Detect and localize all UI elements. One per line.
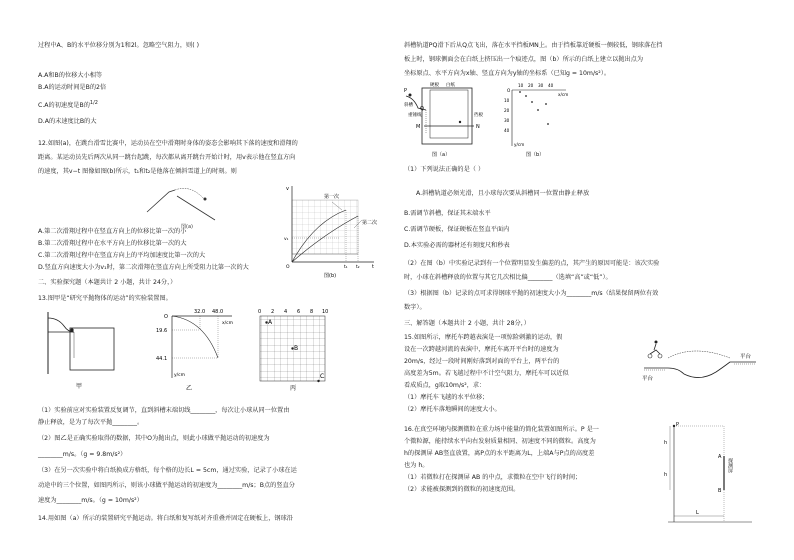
tick-t2: t₂ [356, 265, 360, 270]
q13-1-line-a: （1）实验前应对实验装置反复调节，直到斜槽末端切线________，每次让小球从同一位置由 [38, 407, 290, 414]
q16-line-3: h的探测屏 AB竖直放置，离P点的水平距离为L，上端A与P点的高度差 [404, 450, 595, 457]
point-a: A [268, 319, 273, 326]
platform-right-label: 平台 [740, 354, 752, 360]
point-c: C [320, 373, 325, 380]
q13-1-line-b: 静止释放，是为了每次平抛________。 [38, 419, 144, 426]
label-baizhi: 白纸 [446, 83, 455, 88]
point-q: Q [420, 106, 424, 112]
label-xiecao: 斜槽 [404, 103, 413, 108]
yi-x48: 48.0 [212, 309, 224, 315]
tick-10: 10 [322, 309, 329, 315]
point-m: M [416, 124, 421, 130]
tick-4: 4 [284, 309, 288, 315]
q13-stem: 13.图甲是“研究平抛物体的运动”的实验装置图。 [38, 295, 172, 302]
tick-t1: t₁ [344, 265, 348, 270]
yi-y441: 44.1 [156, 356, 168, 362]
q12-figure-b [284, 182, 382, 278]
q14-1-stem: （1）下列说法正确的是（ ） [404, 166, 485, 173]
axis-v: v [286, 186, 289, 192]
x-tick-20: 20 [528, 83, 534, 88]
q13-figure-yi [156, 306, 236, 392]
q16-line-1: 16.在真空环境内探测微粒在重力场中能量的简化装置如图所示。P 是一 [404, 426, 599, 433]
q14-figure-b [502, 80, 572, 162]
q11-option-a: A.A和B的位移大小相等 [38, 72, 103, 79]
detector-b: B [718, 488, 722, 494]
q15-line-4: 高度差为5m。若飞越过程中不计空气阻力，摩托车可以近似 [404, 370, 569, 377]
q12-option-d: D.竖直方向速度大小为v₁时，第二次滑翔在竖直方向上所受阻力比第一次的大 [38, 264, 249, 271]
tick-v1: v₁ [284, 237, 289, 242]
x-tick-10: 10 [518, 83, 524, 88]
q13-3-line-a: （3）在另一次实验中将白纸换成方格纸，每个格的边长L = 5cm，通过实验，记录了小球在运 [38, 467, 297, 474]
fraction-half: 1/2 [89, 100, 98, 106]
q13-3-line-c: 速度为________m/s。（g = 10m/s²） [38, 497, 143, 504]
x-tick-30: 30 [538, 83, 544, 88]
label-first: 第一次 [324, 194, 340, 200]
y-tick-10: 10 [504, 98, 510, 103]
x-tick-40: 40 [548, 83, 554, 88]
q16-sub-1: （1）若微粒打在探测屏 AB 的中点，求微粒在空中飞行的时间； [404, 474, 582, 481]
q14-line-2: 板上时，钢球侧面会在白纸上挤压出一个痕迹点，图（b）所示的白纸上建立以抛出点为 [404, 56, 644, 63]
q12-line-1: 12.如图(a)，在跳台滑雪比赛中，运动员在空中滑翔时身体的姿态会影响其下落的速度和滑翔的 [38, 140, 298, 147]
q15-line-5: 看成质点，g取10m/s²，求： [404, 382, 486, 389]
q16-sub-2: （2）求能被探测到的微粒的初速度范围。 [404, 486, 520, 493]
q15-line-1: 15.如图所示，摩托车跨越表演是一项惊险刺激的运动，假 [404, 334, 563, 341]
detector-h2: h [664, 472, 668, 478]
q12-option-c: C.第二次滑翔过程中在竖直方向上的平均加速度比第一次的大 [38, 252, 206, 259]
label-zhongchuixian: 重锤线 [408, 113, 422, 118]
tick-8: 8 [310, 309, 314, 315]
fig14-a-caption: 图（a） [432, 152, 451, 158]
y-axis-cm: y/cm [514, 142, 525, 147]
caption-yi: 乙 [186, 385, 193, 392]
yi-y196: 19.6 [156, 328, 168, 334]
caption-jia: 甲 [76, 383, 83, 390]
origin-o: O [286, 265, 290, 270]
q14-3-line-b: 数字）。 [404, 304, 426, 311]
q11-option-d: D.A的末速度比B的大 [38, 118, 97, 125]
q14-option-c: C.需调节硬板，保证硬板在竖直平面内 [404, 226, 510, 233]
q14-option-d: D.本实验必需的器材还有刻度尺和秒表 [404, 242, 510, 249]
section-2-heading: 二、实验探究题（本题共计 2 小题，共计 24分，） [38, 279, 177, 286]
y-tick-40: 40 [504, 128, 510, 133]
tick-2: 2 [271, 309, 275, 315]
q12-option-b: B.第二次滑翔过程中在水平方向上的位移比第一次的大 [38, 240, 187, 247]
q15-sub-1: （1）摩托车飞越的水平位移； [404, 394, 489, 401]
detector-p: P [676, 422, 680, 428]
q13-2-line-b: ________m/s。（g = 9.8m/s²） [38, 451, 127, 458]
q12-line-3: 的速度，其v−t 图像如图(b)所示，t₁和t₂是他落在倾斜雪道上的时刻。则 [38, 168, 237, 175]
q14-2-line-a: （2）在图（b）中实验记录到有一个位置明显发生偏差的点，其产生的原因可能是：该次实验 [404, 260, 660, 267]
fig-b-caption: 图(b) [324, 273, 337, 279]
platform-left-label: 平台 [642, 376, 654, 382]
detector-h1: h [664, 440, 668, 446]
detector-screen-label: 探测屏 [727, 458, 733, 473]
point-p: P [404, 88, 408, 94]
tick-0: 0 [258, 309, 262, 315]
y-tick-20: 20 [504, 108, 510, 113]
fig-a-caption: 图(a) [181, 224, 193, 230]
yi-x-axis: x/cm [222, 321, 234, 326]
q14-line-3: 坐标原点、水平方向为x轴、竖直方向为y轴的坐标系（已知g = 10m/s²）。 [404, 70, 611, 77]
q16-line-4: 也为 h。 [404, 462, 429, 469]
q14-figure-a [404, 80, 494, 162]
detector-a: A [718, 454, 722, 460]
label-second: 第二次 [362, 220, 378, 226]
point-n: N [476, 124, 480, 130]
x-axis-cm: x/cm [558, 92, 569, 97]
fig14-b-caption: 图（b） [526, 152, 545, 158]
y-tick-30: 30 [504, 118, 510, 123]
detector-l: L [696, 510, 699, 516]
q12-line-2: 距离。某运动员先后两次从同一跳台起跳，每次都从离开跳台开始计时，用v表示他在竖直方向 [38, 154, 296, 161]
q14-stem-start: 14.用如图（a）所示的装置研究平抛运动。将白纸和复写纸对齐重叠并固定在硬板上，钢球沿 [38, 515, 293, 522]
section-3-heading: 三、解答题（本题共计 2 小题，共计 28分，） [404, 320, 530, 327]
yi-y-axis: y/cm [174, 373, 186, 378]
q12-option-a: A.第二次滑翔过程中在竖直方向上的位移比第一次的小 [38, 228, 187, 235]
q16-detector-figure [660, 418, 756, 530]
q15-sub-2: （2）摩托车落地瞬间的速度大小。 [404, 406, 501, 413]
q12-figure-a [143, 178, 223, 228]
q11-option-c: C.A的初速度是B的$^{1/2}$ [38, 100, 98, 110]
q11-option-b: B.A的运动时间是B的2倍 [38, 84, 107, 91]
yi-origin: O [164, 314, 168, 320]
q14-option-b: B.需调节斜槽，保证其末端水平 [404, 210, 491, 217]
q13-3-line-b: 动途中的三个位置，如图丙所示，则该小球做平抛运动的初速度为________m/s；B点的竖直分 [38, 482, 295, 489]
caption-bing: 丙 [290, 385, 297, 392]
q14-line-1: 斜槽轨道PQ滑下后从Q点飞出，落在水平挡板MN上。由于挡板靠近硬板一侧较低，钢球落在挡 [404, 42, 663, 49]
point-b: B [294, 345, 299, 352]
q11-intro: 过程中A、B的水平位移分别为1和2l。忽略空气阻力，则( ) [38, 42, 199, 49]
label-dangban: 挡板 [474, 113, 483, 118]
q14-2-line-b: 时，小球在斜槽释放的位置与其它几次相比偏________（选填“高”或“低”）。 [404, 274, 612, 281]
axis-t: t [372, 264, 374, 270]
q13-figure-jia [42, 306, 122, 390]
q13-2-line-a: （2）图乙是正确实验取得的数据，其中O为抛出点，则此小球做平抛运动的初速度为 [38, 435, 270, 442]
q14-3-line-a: （3）根据图（b）记录的点可求得钢球平抛的初速度大小为________m/s（结果保留两位有效 [404, 290, 659, 297]
q14-option-a: A.斜槽轨道必须光滑，且小球每次要从斜槽同一位置由静止释放 [416, 190, 590, 197]
label-yingban: 硬板 [430, 83, 439, 88]
q13-figure-bing [248, 306, 348, 390]
origin-o-14: O [507, 88, 511, 93]
yi-x32: 32.0 [194, 309, 206, 315]
tick-6: 6 [297, 309, 301, 315]
q15-line-3: 20m/s，经过一段时间刚好落到对面的平台上，两平台的 [404, 358, 560, 365]
q16-line-2: 个微粒源，能持续水平向右发射质量相同、初速度不同的微粒。高度为 [404, 438, 596, 445]
q15-motorcycle-figure [644, 334, 756, 382]
q15-line-2: 设在一次跨越河流的表演中，摩托车离开平台时的速度为 [404, 346, 559, 353]
